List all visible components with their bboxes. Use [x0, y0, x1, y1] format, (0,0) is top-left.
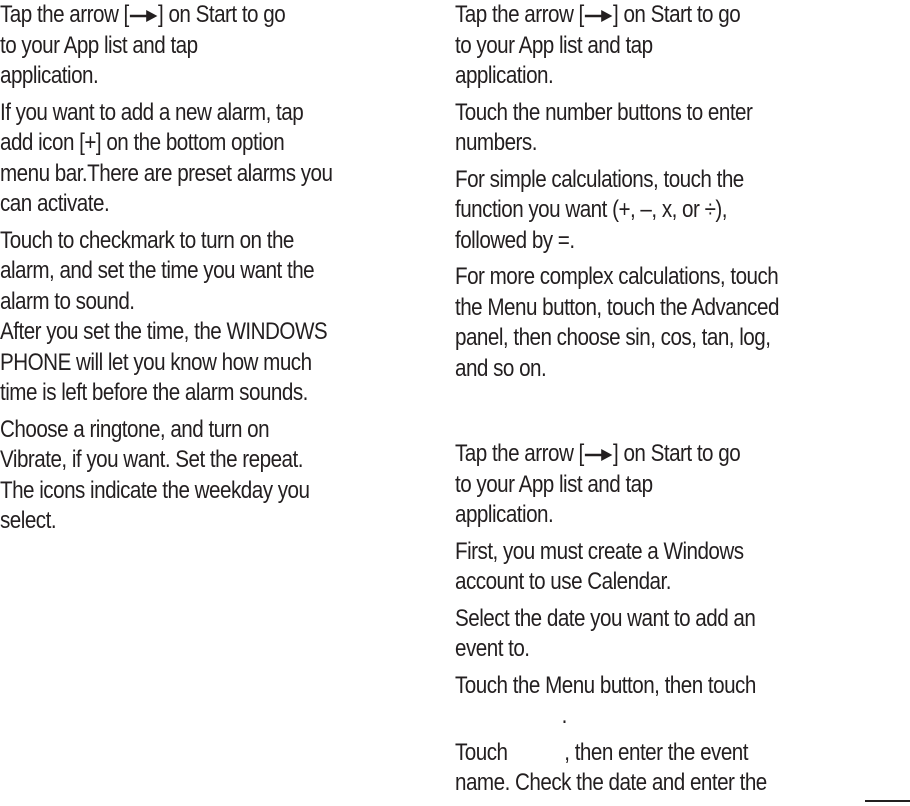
text-line: Touch the Menu button, then touch — [455, 671, 756, 699]
calculator-step-open-app — [455, 0, 859, 92]
text-line: application. — [455, 501, 554, 528]
text-line: function you want (+, –, x, or ÷), — [455, 196, 727, 223]
text-line: select. — [0, 507, 57, 534]
right-arrow-icon — [129, 9, 158, 23]
text-line: application. — [0, 62, 99, 89]
text-line: the Menu button, touch the Advanced — [455, 293, 779, 321]
alarm-step-open-app — [0, 0, 404, 92]
text-line: . — [561, 702, 567, 729]
text-line: menu bar.There are preset alarms you — [0, 159, 333, 187]
calendar-step-open-app — [455, 439, 859, 531]
text-line: and so on. — [455, 354, 547, 382]
page-footer-rule — [865, 800, 910, 802]
text-line: PHONE will let you know how much — [0, 348, 312, 376]
text-line: numbers. — [455, 129, 537, 156]
text-line: alarm to sound. — [0, 287, 135, 315]
text-line: Tap the arrow [ ] on Start to go — [455, 440, 741, 467]
text-line: Vibrate, if you want. Set the repeat. — [0, 446, 303, 473]
calendar-step-menu — [455, 671, 859, 732]
text-line: time is left before the alarm sounds. — [0, 379, 308, 406]
text-line: can activate. — [0, 190, 110, 217]
text-line: panel, then choose sin, cos, tan, log, — [455, 324, 771, 351]
text-line: If you want to add a new alarm, tap — [0, 98, 304, 126]
text-line: application. — [455, 62, 554, 89]
text-line: Touch to checkmark to turn on the — [0, 226, 294, 254]
text-line: to your App list and tap — [455, 31, 653, 59]
calendar-step-account — [455, 537, 859, 598]
right-column — [455, 0, 855, 799]
text-line: name. Check the date and enter the — [455, 769, 767, 796]
text-line: event to. — [455, 635, 530, 662]
section-gap — [455, 384, 855, 439]
text-line: account to use Calendar. — [455, 568, 671, 595]
text-line: followed by =. — [455, 226, 575, 254]
text-line: Select the date you want to add an — [455, 604, 756, 632]
alarm-step-ringtone — [0, 415, 404, 537]
text-line: Touch the number buttons to enter — [455, 98, 753, 126]
calendar-step-select-date — [455, 604, 859, 665]
text-line: First, you must create a Windows — [455, 537, 744, 565]
text-line: Tap the arrow [ ] on Start to go — [455, 1, 741, 28]
text-line: The icons indicate the weekday you — [0, 476, 310, 504]
text-line: After you set the time, the WINDOWS — [0, 318, 328, 345]
calendar-step-event-name — [455, 738, 859, 799]
right-arrow-icon — [584, 448, 613, 462]
text-line: For simple calculations, touch the — [455, 165, 744, 193]
text-line: to your App list and tap — [455, 470, 653, 498]
text-line: Choose a ringtone, and turn on — [0, 415, 270, 443]
left-column — [0, 0, 400, 537]
calculator-step-advanced — [455, 262, 859, 384]
text-line: Touch , then enter the event — [455, 738, 748, 766]
calculator-step-simple — [455, 165, 859, 257]
text-line: alarm, and set the time you want the — [0, 257, 315, 284]
text-line: to your App list and tap — [0, 31, 198, 59]
alarm-step-set-time — [0, 226, 404, 409]
calculator-step-numbers — [455, 98, 859, 159]
alarm-step-add-alarm — [0, 98, 404, 220]
right-arrow-icon — [584, 9, 613, 23]
text-line: Tap the arrow [ ] on Start to go — [0, 1, 286, 28]
text-line: For more complex calculations, touch — [455, 263, 779, 290]
text-line: add icon [+] on the bottom option — [0, 129, 285, 156]
